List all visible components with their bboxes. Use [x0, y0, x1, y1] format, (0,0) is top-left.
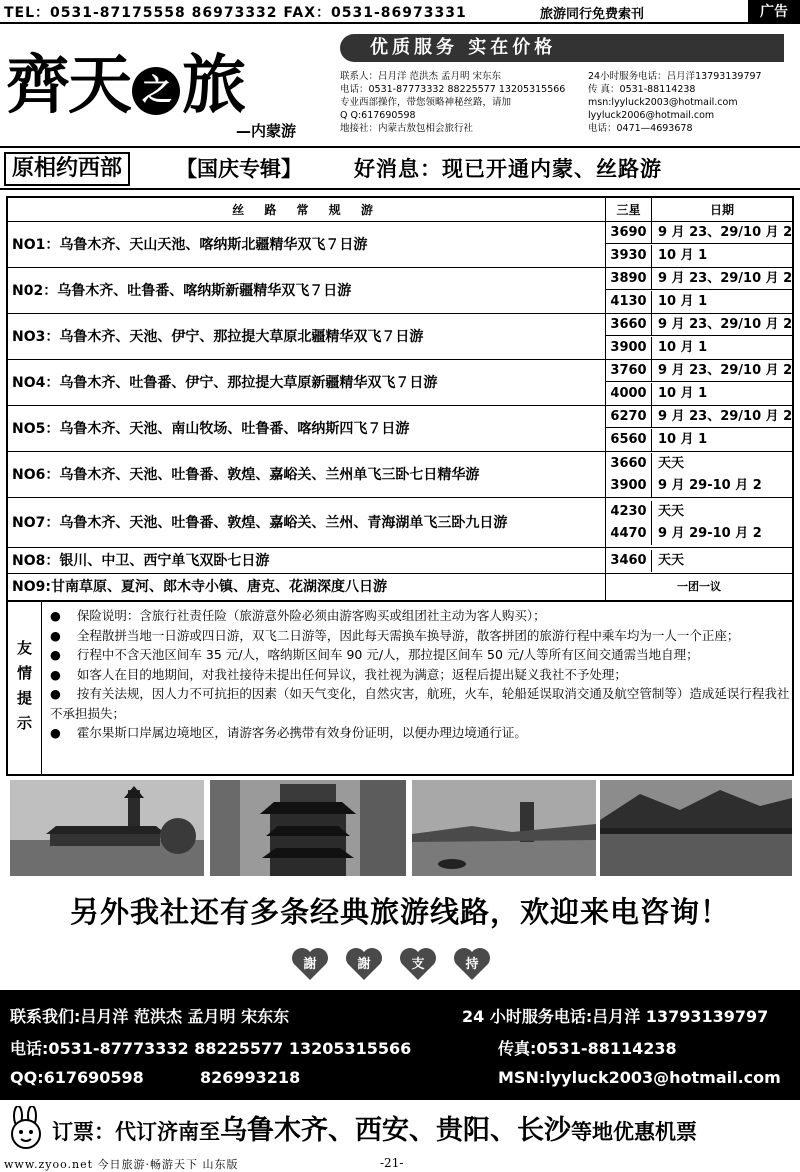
list-item	[50, 626, 790, 646]
info-right: 电话：0471—4693678	[588, 123, 693, 134]
mountain-lake-photo	[600, 780, 792, 876]
tips-label-char: 提	[16, 689, 32, 707]
contact-fax: 传真:0531-88114238	[498, 1039, 677, 1058]
page-number: -21-	[380, 1156, 404, 1170]
contact-qq2: 826993218	[200, 1068, 301, 1087]
bullet-icon: ●	[50, 627, 61, 643]
tips-label-char: 友	[16, 639, 32, 657]
top-strip	[0, 0, 800, 24]
route-name: NO4：乌鲁木齐、吐鲁番、伊宁、那拉提大草原新疆精华双飞７日游	[8, 360, 606, 405]
contact-box	[0, 990, 800, 1100]
route-date: 10 月 1	[658, 340, 708, 355]
info-left: 专业西部操作，带您领略神秘丝路，请加	[340, 97, 512, 108]
route-price: 3690	[606, 222, 652, 244]
pagoda-photo	[10, 780, 204, 876]
route-date: 10 月 1	[658, 432, 708, 447]
ticket-suffix: 等地优惠机票	[571, 1120, 697, 1144]
route-price: 3930	[606, 245, 652, 267]
thanks-char: 謝	[303, 957, 317, 972]
info-right: msn:lyyluck2003@hotmail.com	[588, 97, 738, 108]
route-date: 9 月 29-10 月 2	[658, 526, 762, 541]
bullet-icon: ●	[50, 608, 61, 623]
headline	[0, 150, 800, 190]
route-name: NO3：乌鲁木齐、天池、伊宁、那拉提大草原北疆精华双飞７日游	[8, 314, 606, 359]
info-right: lyyluck2006@hotmail.com	[588, 110, 715, 121]
thanks-char: 謝	[357, 957, 371, 972]
heart-icon	[290, 946, 330, 982]
bullet-icon: ●	[50, 647, 61, 662]
info-right: 传 真：0531-88114238	[588, 84, 696, 95]
footer-site: www.zyoo.net 今日旅游·畅游天下 山东版	[4, 1158, 239, 1171]
tips-label-char: 示	[16, 714, 32, 732]
ticket-prefix: 订票：代订济南至	[52, 1120, 220, 1144]
contact-hotline: 24 小时服务电话:吕月洋 13793139797	[462, 1007, 769, 1026]
route-price: 3660	[606, 453, 652, 475]
route-price: 3460	[606, 550, 652, 572]
tip-text: 行程中不含天池区间车 35 元/人，喀纳斯区间车 90 元/人，那拉提区间车 50 元/人等所有区间交通需当地自理；	[76, 647, 699, 662]
table-row	[8, 574, 792, 600]
tip-text: 按有关法规，因人力不可抗拒的因素（如天气变化，自然灾害，航班，火车，轮船延误取消交通及航空管制等）造成延误行程我社不承担损失；	[50, 686, 790, 721]
route-price: 3900	[606, 475, 652, 497]
heart-icon	[452, 946, 492, 982]
list-item	[50, 723, 790, 743]
route-price: 3890	[606, 268, 652, 290]
free-index-label: 旅游同行免费索刊	[540, 7, 645, 22]
route-price: 3760	[606, 360, 652, 382]
route-date: 9 月 23、29/10 月 2	[652, 360, 792, 382]
col-date: 日期	[709, 203, 734, 217]
route-name: NO5：乌鲁木齐、天池、南山牧场、吐鲁番、喀纳斯四飞７日游	[8, 406, 606, 451]
heart-icon	[344, 946, 384, 982]
table-row	[8, 406, 792, 452]
thanks-char: 持	[465, 957, 479, 972]
route-date: 9 月 23、29/10 月 2	[652, 268, 792, 290]
agency-logo	[6, 30, 326, 140]
logo-zhi: 之	[132, 67, 180, 115]
national-day-special: 【国庆专辑】	[176, 157, 302, 181]
tip-text: 全程散拼当地一日游或四日游，双飞二日游等，因此每天需换车换导游，散客拼团的旅游行程中乘车均为一人一个正座；	[76, 627, 740, 643]
route-note: 一团一议	[677, 580, 721, 593]
bullet-icon: ●	[50, 725, 61, 740]
route-price: 6270	[606, 406, 652, 428]
info-left: 电话：0531-87773332 88225577 13205315566	[340, 84, 566, 95]
agency-header	[0, 24, 800, 148]
rabbit-mascot-icon	[4, 1106, 48, 1150]
ticket-cities: 乌鲁木齐、西安、贵阳、长沙	[220, 1115, 571, 1146]
photo-strip	[6, 776, 794, 880]
route-price: 4000	[606, 383, 652, 405]
col-price: 三星	[606, 198, 652, 222]
logo-text-1: 齊天	[6, 48, 130, 123]
tip-text: 霍尔果斯口岸属边境地区，请游客务必携带有效身份证明，以便办理边境通行证。	[76, 725, 527, 740]
route-date: 9 月 23、29/10 月 2	[652, 314, 792, 336]
list-item	[50, 684, 790, 723]
logo-text-2: 旅	[182, 48, 244, 123]
route-date: 10 月 1	[658, 386, 708, 401]
bullet-icon: ●	[50, 686, 61, 701]
list-item	[50, 665, 790, 685]
route-date: 天天	[658, 553, 685, 568]
tip-text: 保险说明：含旅行社责任险（旅游意外险必须由游客购买或组团社主动为客人购买）；	[76, 608, 546, 623]
travel-tips	[6, 602, 794, 776]
contact-phone: 电话:0531-87773332 88225577 13205315566	[10, 1039, 412, 1058]
page-footer	[0, 1154, 800, 1172]
table-row	[8, 222, 792, 268]
ad-badge: 广告	[748, 0, 800, 24]
slogan-banner: 优质服务 实在价格	[340, 34, 784, 62]
info-right: 24小时服务电话：吕月洋13793139797	[588, 71, 762, 82]
table-row	[8, 314, 792, 360]
info-left: 联系人：吕月洋 范洪杰 孟月明 宋东东	[340, 71, 502, 82]
contact-msn: MSN:lyyluck2003@hotmail.com	[498, 1068, 781, 1087]
ticket-line	[0, 1102, 800, 1152]
table-row	[8, 360, 792, 406]
list-item	[50, 606, 790, 626]
info-left: Q Q:617690598	[340, 110, 416, 121]
tips-list	[50, 606, 790, 743]
top-contact: TEL：0531-87175558 86973332 FAX：0531-86973331	[4, 5, 467, 21]
tip-text: 如客人在目的地期间，对我社接待未提出任何异议，我社视为满意；返程后提出疑义我社不予处理；	[76, 666, 627, 682]
route-table	[6, 196, 794, 602]
heart-icon	[398, 946, 438, 982]
route-date: 9 月 29-10 月 2	[658, 478, 762, 493]
route-date: 天天	[658, 456, 685, 471]
route-price: 4230	[606, 501, 652, 523]
contact-people: 联系我们:吕月洋 范洪杰 孟月明 宋东东	[10, 1007, 290, 1026]
good-news: 好消息：现已开通内蒙、丝路游	[354, 157, 662, 181]
route-price: 6560	[606, 429, 652, 451]
route-name: NO1：乌鲁木齐、天山天池、喀纳斯北疆精华双飞７日游	[8, 222, 606, 267]
ticket-text	[52, 1108, 697, 1147]
list-item	[50, 645, 790, 665]
route-name: NO9:甘南草原、夏河、郎木寺小镇、唐克、花湖深度八日游	[8, 574, 606, 600]
route-date: 10 月 1	[658, 248, 708, 263]
route-name: NO6：乌鲁木齐、天池、吐鲁番、敦煌、嘉峪关、兰州单飞三卧七日精华游	[8, 452, 606, 497]
table-row	[8, 548, 792, 574]
route-price: 4470	[606, 523, 652, 545]
route-date: 9 月 23、29/10 月 2	[652, 406, 792, 428]
table-row	[8, 498, 792, 548]
table-header	[8, 198, 792, 222]
route-date: 天天	[658, 504, 685, 519]
route-price: 3900	[606, 337, 652, 359]
route-name: NO7：乌鲁木齐、天池、吐鲁番、敦煌、嘉峪关、兰州、青海湖单飞三卧九日游	[8, 498, 606, 547]
col-route: 丝 路 常 规 游	[8, 198, 606, 222]
route-name: NO8：银川、中卫、西宁单飞双卧七日游	[8, 548, 606, 573]
route-date: 10 月 1	[658, 294, 708, 309]
contact-qq: QQ:617690598	[10, 1068, 144, 1087]
cave-temple-photo	[210, 780, 406, 876]
agency-info	[340, 70, 790, 135]
info-left: 地接社：内蒙古敖包相会旅行社	[340, 123, 474, 134]
desert-ruins-photo	[412, 780, 596, 876]
bullet-icon: ●	[50, 666, 61, 682]
logo-subtitle: —内蒙游	[236, 122, 297, 140]
table-row	[8, 452, 792, 498]
table-row	[8, 268, 792, 314]
tips-label-char: 情	[16, 664, 32, 682]
tips-label	[8, 602, 42, 774]
promo-text: 另外我社还有多条经典旅游线路，欢迎来电咨询！	[69, 895, 730, 929]
thanks-char: 支	[411, 957, 425, 972]
route-name: N02：乌鲁木齐、吐鲁番、喀纳斯新疆精华双飞７日游	[8, 268, 606, 313]
route-date: 9 月 23、29/10 月 2	[652, 222, 792, 244]
route-price: 3660	[606, 314, 652, 336]
brand-tag: 原相约西部	[4, 152, 130, 186]
thanks-hearts	[284, 944, 514, 984]
route-price: 4130	[606, 291, 652, 313]
